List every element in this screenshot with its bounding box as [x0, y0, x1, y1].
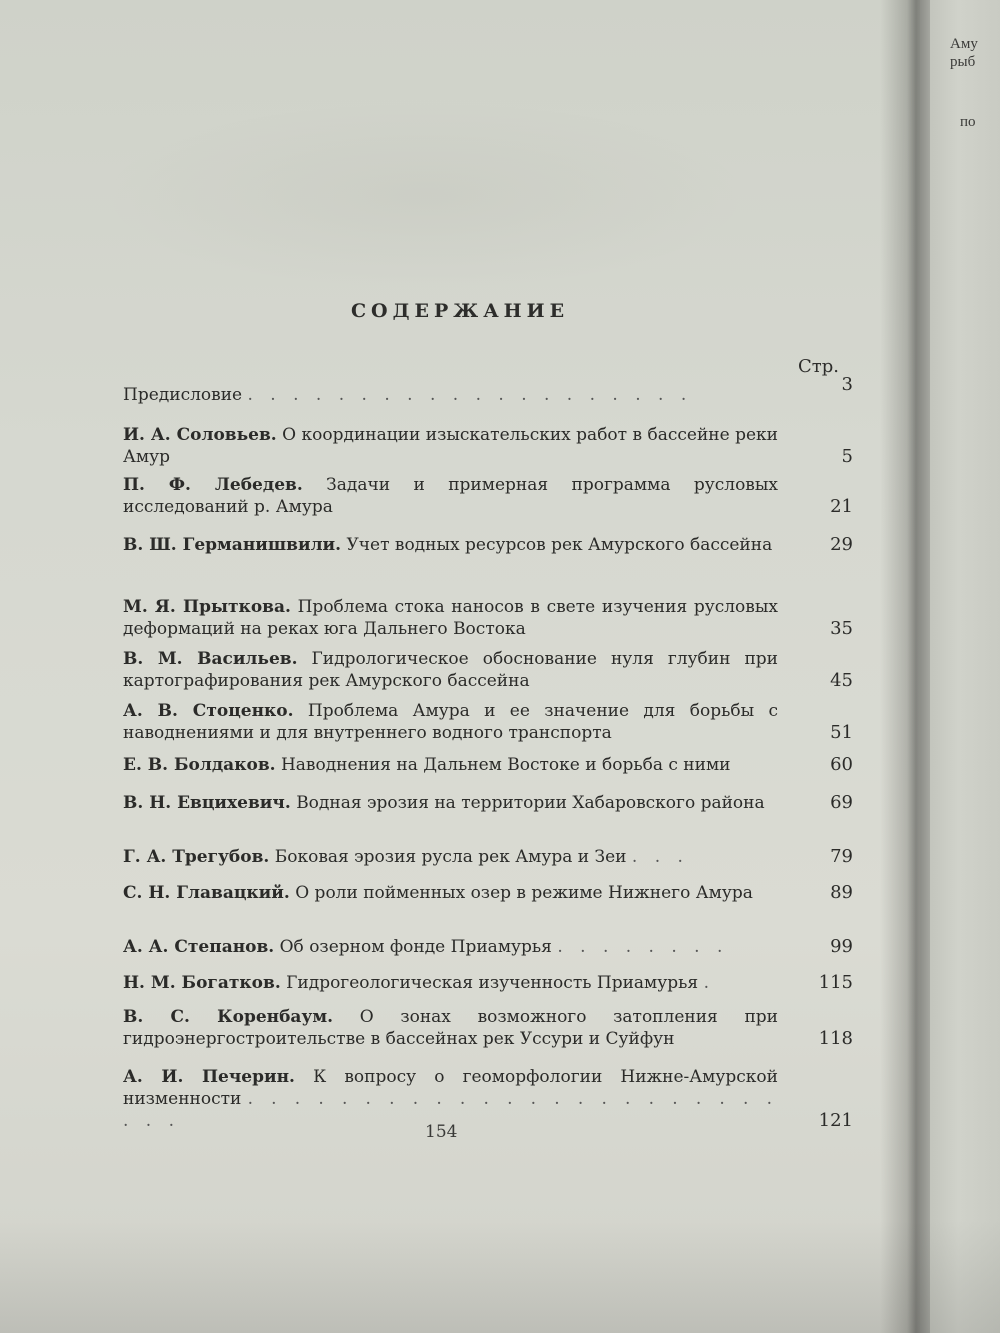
toc-entry: В. Н. Евцихевич. Водная эрозия на территории Хабаровского района 69	[123, 792, 853, 813]
toc-entry: А. В. Стоценко. Проблема Амура и ее значение для борьбы с наводнениями и для внутреннего водного транспорта 51	[123, 701, 853, 743]
toc-entry: Предисловие . . . . . . . . . . . . . . . . . . . . 3	[123, 374, 853, 405]
page-number: 35	[830, 618, 853, 639]
toc-entry: В. Ш. Германишвили. Учет водных ресурсов рек Амурского бассейна 29	[123, 534, 853, 555]
toc-entry: А. И. Печерин. К вопросу о геоморфологии Нижне-Амурской низменности . . . . . . . . . . . . . . . . . . . . . . . . . . 121	[123, 1067, 853, 1131]
page-number: 121	[818, 1110, 853, 1131]
toc-entry: М. Я. Прыткова. Проблема стока наносов в свете изучения русловых деформаций на реках юга Дальнего Востока 35	[123, 597, 853, 639]
toc-entry: В. М. Васильев. Гидрологическое обоснование нуля глубин при картографирования рек Амурского бассейна 45	[123, 649, 853, 691]
bottom-shadow	[0, 1220, 1000, 1333]
page-title: СОДЕРЖАНИЕ	[350, 300, 570, 322]
adjacent-page-fragment: Аму	[950, 36, 978, 52]
toc-entry: П. Ф. Лебедев. Задачи и примерная программа русловых исследований р. Амура 21	[123, 475, 853, 517]
page-number: 99	[830, 936, 853, 957]
toc-entry: Г. А. Трегубов. Боковая эрозия русла рек Амура и Зеи . . . 79	[123, 846, 853, 867]
bleed-through-smudge	[100, 100, 750, 290]
page-number: 89	[830, 882, 853, 903]
adjacent-page	[930, 0, 1000, 1333]
page-column-header: Стр.	[798, 356, 839, 377]
page-number: 45	[830, 670, 853, 691]
folio-page-number: 154	[425, 1122, 458, 1142]
adjacent-page-fragment: по	[960, 114, 976, 130]
page-number: 5	[841, 446, 853, 467]
page-number: 118	[818, 1028, 853, 1049]
toc-entry: И. А. Соловьев. О координации изыскательских работ в бассейне реки Амур 5	[123, 425, 853, 467]
page-number: 3	[841, 374, 853, 395]
page-number: 60	[830, 754, 853, 775]
page-number: 115	[818, 972, 853, 993]
page-number: 21	[830, 496, 853, 517]
toc-entry: Е. В. Болдаков. Наводнения на Дальнем Востоке и борьба с ними 60	[123, 754, 853, 775]
page-number: 29	[830, 534, 853, 555]
toc-entry: Н. М. Богатков. Гидрогеологическая изученность Приамурья . 115	[123, 972, 853, 993]
toc-entry: А. А. Степанов. Об озерном фонде Приамурья . . . . . . . . 99	[123, 936, 853, 957]
page-number: 69	[830, 792, 853, 813]
page-number: 51	[830, 722, 853, 743]
toc-entry: В. С. Коренбаум. О зонах возможного затопления при гидроэнергостроительстве в бассейнах рек Уссури и Суйфун 118	[123, 1007, 853, 1049]
page-number: 79	[830, 846, 853, 867]
adjacent-page-fragment: рыб	[950, 54, 976, 70]
toc-entry: С. Н. Главацкий. О роли пойменных озер в режиме Нижнего Амура 89	[123, 882, 853, 903]
